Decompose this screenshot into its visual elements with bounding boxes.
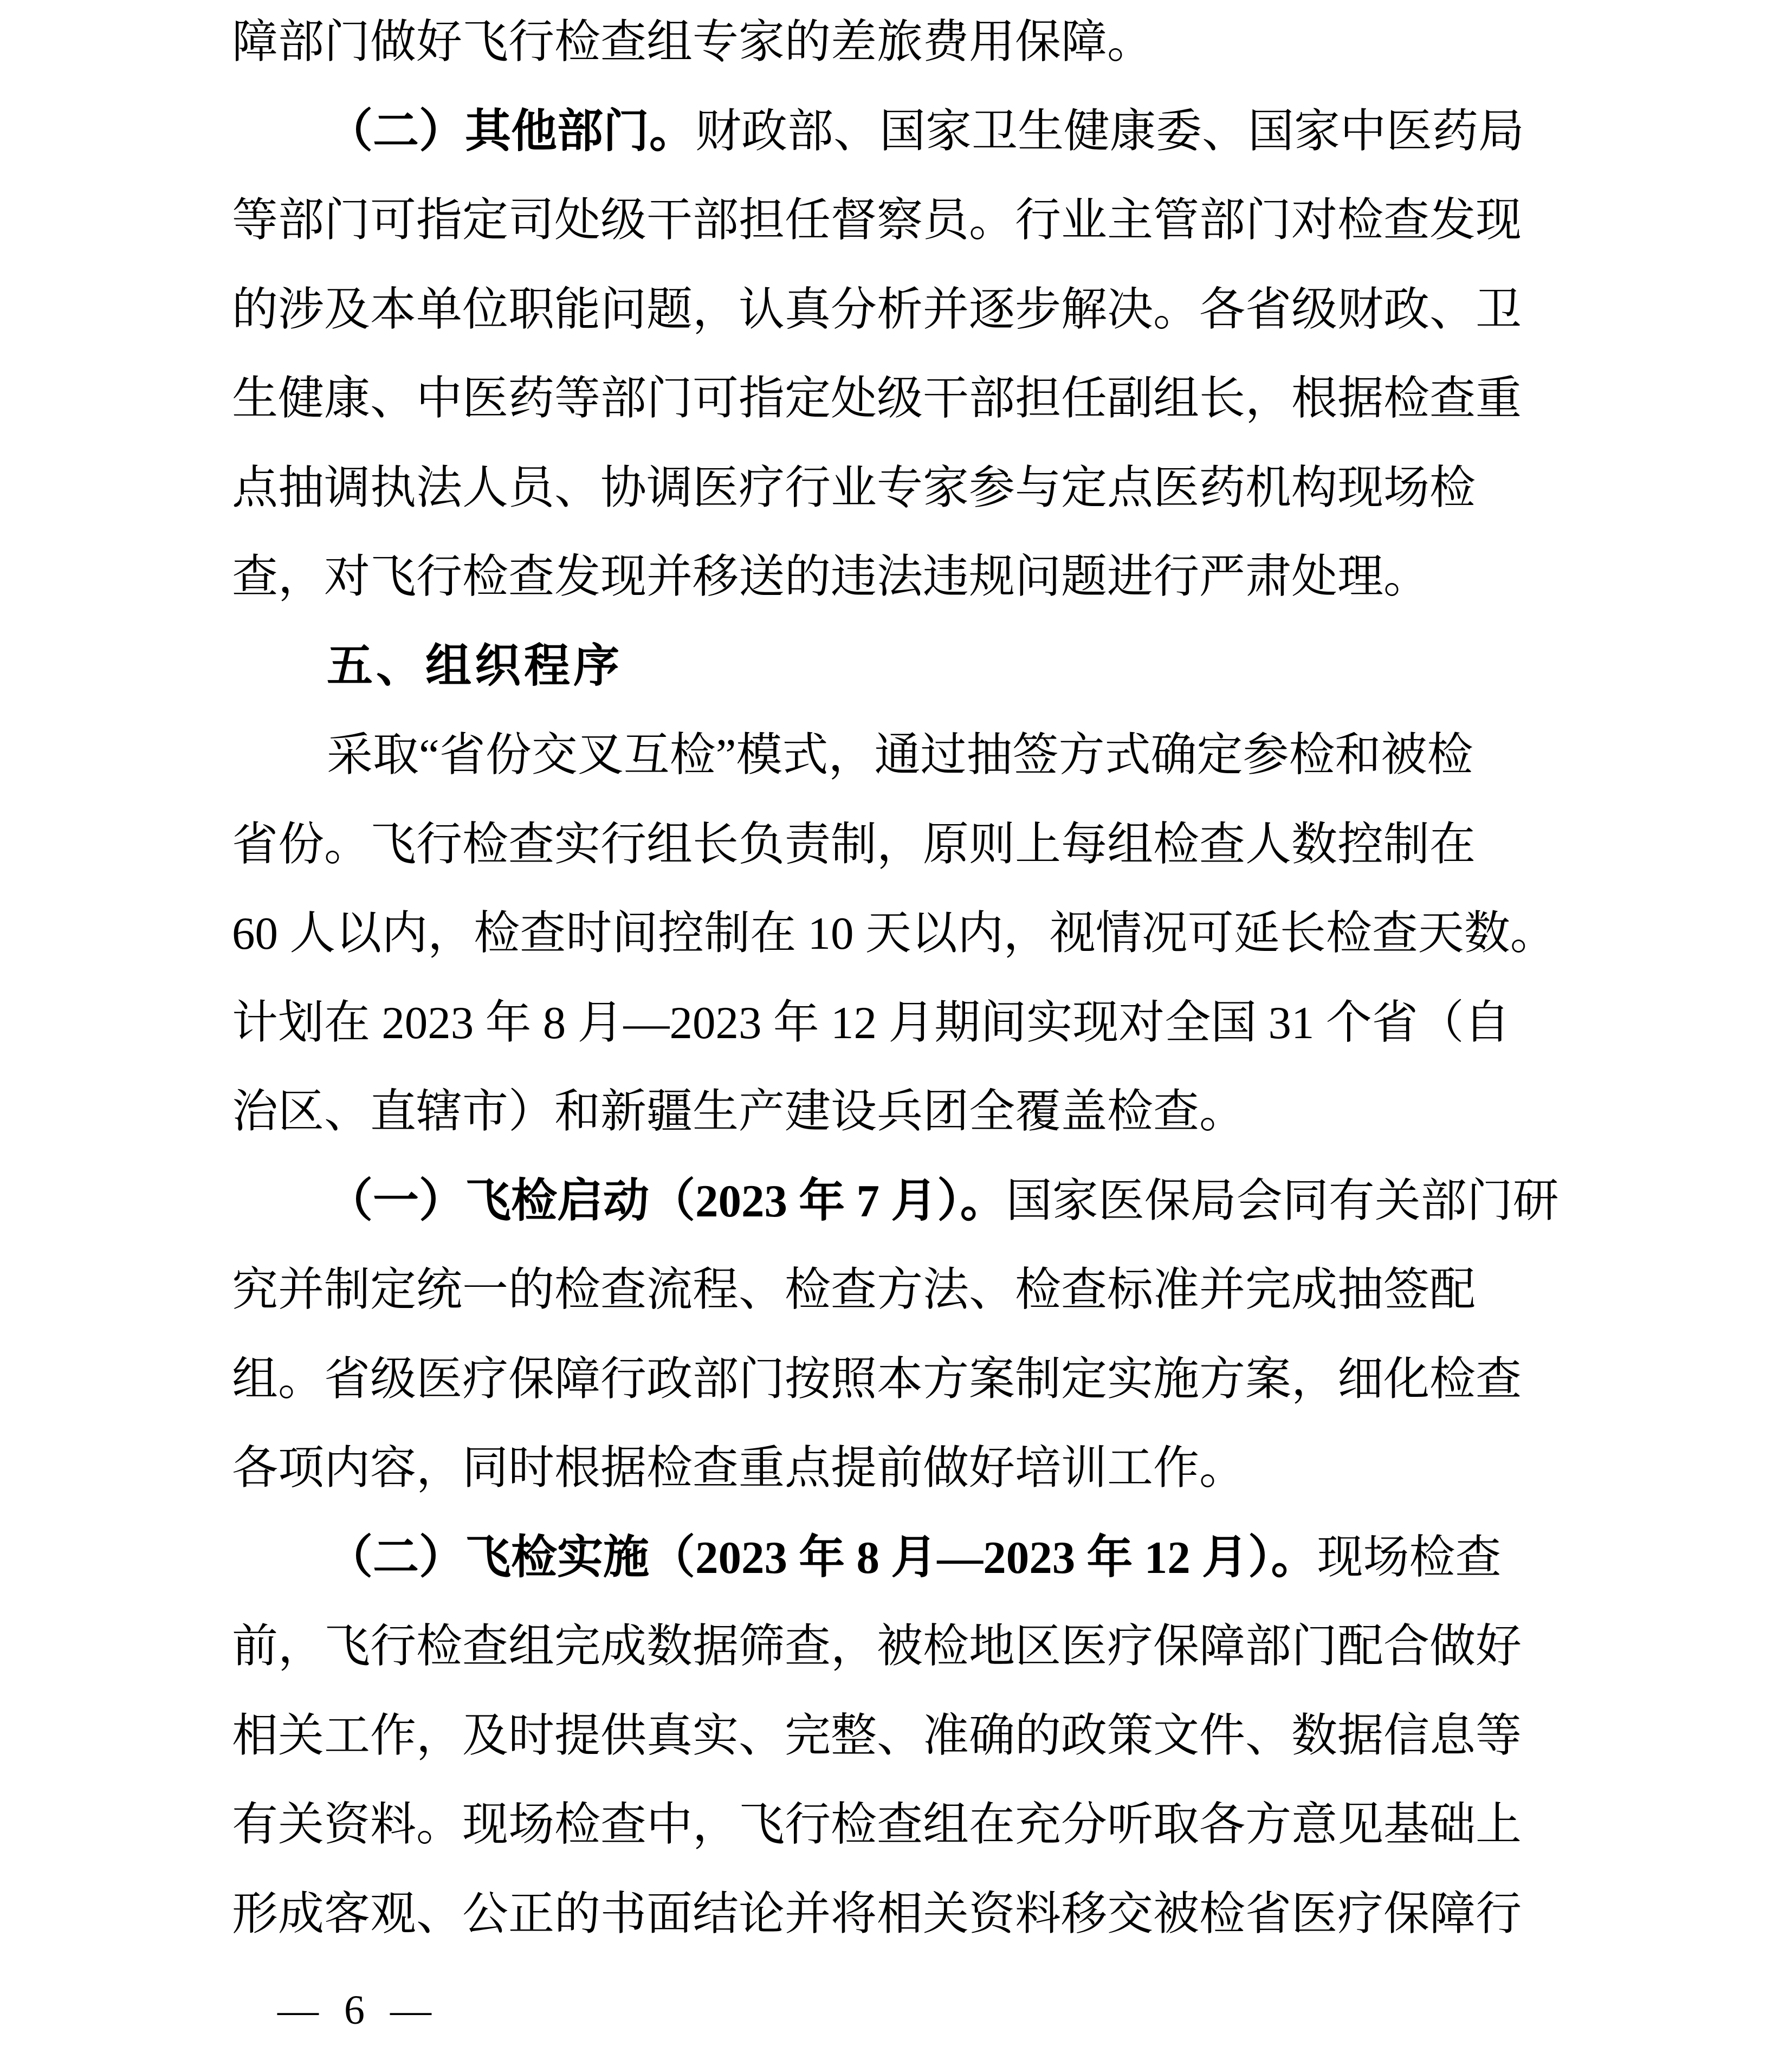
paragraph-lead: （二）其他部门。 [327,106,696,157]
text-line [232,889,1556,979]
text-line [232,354,1522,444]
text-line [232,1335,1522,1424]
text-run: 生健康、中医药等部门可指定处级干部担任副组长，根据检查重 [232,373,1522,424]
text-run: 查，对飞行检查发现并移送的违法违规问题进行严肃处理。 [232,552,1430,603]
text-run: 治区、直辖市）和新疆生产建设兵团全覆盖检查。 [232,1086,1246,1137]
text-line [232,1067,1522,1157]
text-line [232,0,1522,87]
text-run: 省份。飞行检查实行组长负责制，原则上每组检查人数控制在 [232,819,1476,870]
text-run: 形成客观、公正的书面结论并将相关资料移交被检省医疗保障行 [232,1888,1522,1940]
text-line [232,979,1522,1068]
text-line [232,265,1522,355]
paragraph-start-line [232,1513,1522,1603]
text-run: 采取“省份交叉互检”模式，通过抽签方式确定参检和被检 [327,730,1473,781]
text-line [232,1246,1522,1335]
paragraph-start-line [232,1157,1559,1246]
text-line [232,444,1522,533]
text-run: 现场检查 [1317,1532,1502,1583]
paragraph-start-line [232,87,1525,177]
text-line [232,1692,1522,1781]
text-line [232,1602,1522,1692]
paragraph-lead: （一）飞检启动（2023 年 7 月）。 [327,1175,1006,1227]
text-run: 点抽调执法人员、协调医疗行业专家参与定点医药机构现场检 [232,462,1476,514]
text-line [232,1424,1522,1513]
section-heading [232,622,1522,711]
text-run: 60 人以内，检查时间控制在 10 天以内，视情况可延长检查天数。 [232,908,1556,959]
page-number: — 6 — [277,1987,439,2033]
text-run: 障部门做好飞行检查组专家的差旅费用保障。 [232,17,1154,68]
paragraph-start-line [232,711,1522,800]
text-run: 国家医保局会同有关部门研 [1006,1175,1559,1227]
text-run: 有关资料。现场检查中，飞行检查组在充分听取各方意见基础上 [232,1799,1522,1850]
section-heading-text: 五、组织程序 [327,640,623,692]
text-run: 计划在 2023 年 8 月—2023 年 12 月期间实现对全国 31 个省（自 [232,997,1510,1048]
text-run: 组。省级医疗保障行政部门按照本方案制定实施方案，细化检查 [232,1353,1522,1405]
text-run: 究并制定统一的检查流程、检查方法、检查标准并完成抽签配 [232,1265,1476,1316]
text-run: 等部门可指定司处级干部担任督察员。行业主管部门对检查发现 [232,195,1522,246]
text-line [232,1780,1522,1870]
paragraph-lead: （二）飞检实施（2023 年 8 月—2023 年 12 月）。 [327,1532,1317,1583]
text-line [232,800,1522,890]
text-run: 的涉及本单位职能问题，认真分析并逐步解决。各省级财政、卫 [232,284,1522,335]
text-line [232,1870,1522,1959]
text-run: 财政部、国家卫生健康委、国家中医药局 [695,106,1525,157]
text-run: 各项内容，同时根据检查重点提前做好培训工作。 [232,1443,1246,1494]
text-run: 前，飞行检查组完成数据筛查，被检地区医疗保障部门配合做好 [232,1621,1522,1672]
text-line [232,533,1522,622]
document-body [232,0,1559,1959]
text-run: 相关工作，及时提供真实、完整、准确的政策文件、数据信息等 [232,1710,1522,1761]
text-line [232,176,1522,265]
